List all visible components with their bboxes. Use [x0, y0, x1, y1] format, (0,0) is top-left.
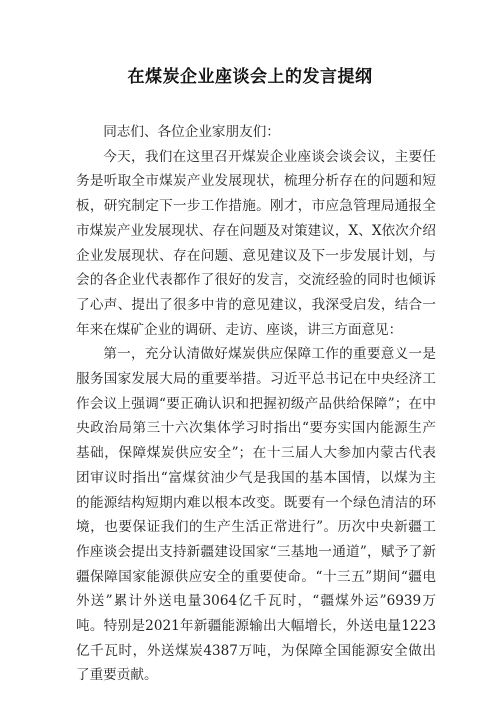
document-body: [76, 120, 436, 688]
salutation-paragraph: 同志们、各位企业家朋友们：: [103, 124, 280, 140]
first-point-paragraph: 第一，充分认清做好煤炭供应保障工作的重要意义一是服务国家发展大局的重要举措。习近平总书记在中央经济工作会议上强调“要正确认识和把握初级产品供给保障”；在中央政治局第三十六次集体学习时指出“要夯实国内能源生产基础，保障煤炭供应安全”；在十三届人大参加内蒙古代表团审议时指出“富煤贫油少气是我国的基本国情，以煤为主的能源结构短期内难以根本改变。既要有一个绿色清洁的环境，也要保证我们的生产生活正常进行”。历次中央新疆工作座谈会提出支持新疆建设国家“三基地一通道”，赋予了新疆保障国家能源供应安全的重要使命。“十三五”期间“疆电外送”累计外送电量3064亿千瓦时，“疆煤外运”6939万吨。特别是2021年新疆能源输出大幅增长，外送电量1223亿千瓦时，外送煤炭4387万吨，为保障全国能源安全做出了重要贡献。: [76, 346, 436, 684]
document-title: 在煤炭企业座谈会上的发言提纲: [127, 67, 373, 87]
opening-paragraph: 今天，我们在这里召开煤炭企业座谈会谈会议，主要任务是听取全市煤炭产业发展现状，梳理分析存在的问题和短板，研究制定下一步工作措施。刚才，市应急管理局通报全市煤炭产业发展现状、存在问题及对策建议，X、X依次介绍企业发展现状、存在问题、意见建议及下一步发展计划，与会的各企业代表都作了很好的发言，交流经验的同时也倾诉了心声、提出了很多中肯的意见建议，我深受启发，结合一年来在煤矿企业的调研、走访、座谈，讲三方面意见：: [76, 148, 436, 338]
